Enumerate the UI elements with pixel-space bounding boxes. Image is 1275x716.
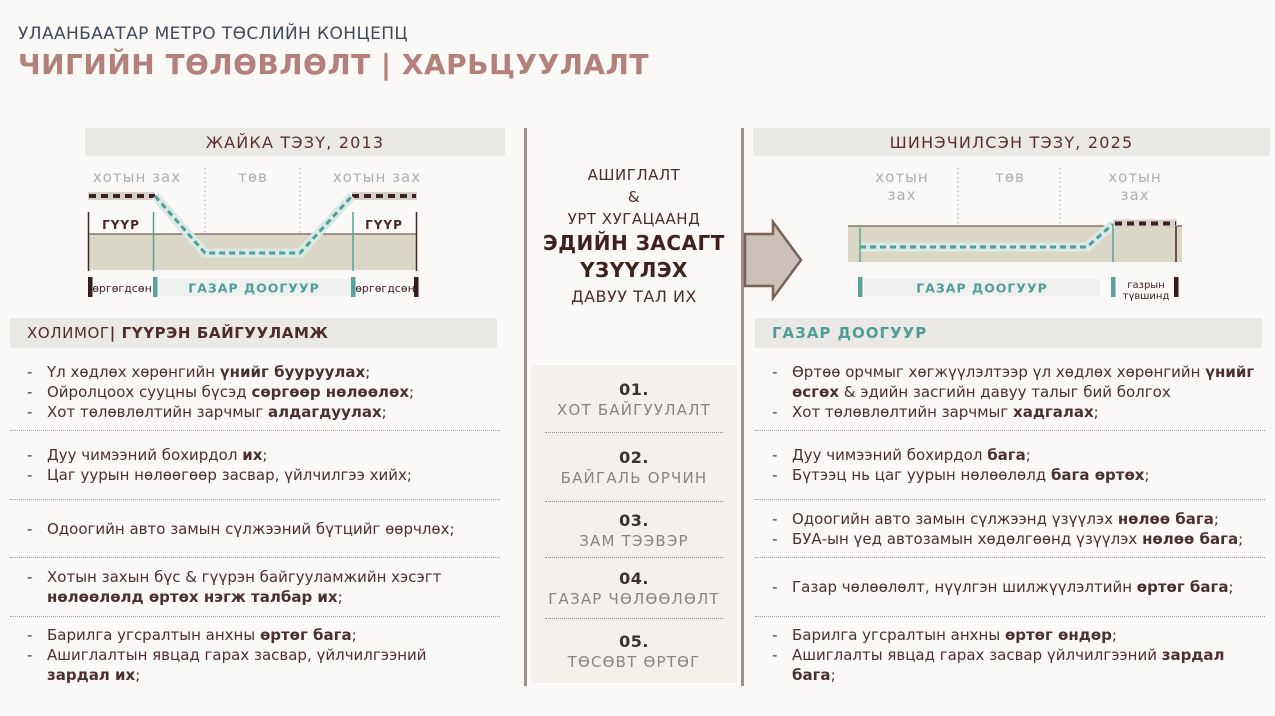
criteria-label: ХОТ БАЙГУУЛАЛТ xyxy=(557,400,711,419)
list-item xyxy=(10,362,500,382)
criteria-label: ЗАМ ТЭЭВЭР xyxy=(579,531,689,550)
bullet-dash: - xyxy=(772,362,778,381)
segment-label: газрын xyxy=(1127,280,1165,291)
criteria-number: 01. xyxy=(619,379,649,399)
list-item xyxy=(755,625,1265,645)
bullet-group xyxy=(10,500,500,558)
list-item-text: Цаг уурын нөлөөгөөр засвар, үйлчилгээ хийх; xyxy=(47,466,412,484)
list-item xyxy=(10,465,500,485)
legend-bar xyxy=(1174,277,1179,297)
list-item xyxy=(10,402,500,422)
right-cross-section-diagram xyxy=(845,158,1185,300)
list-item-text: Бүтээц нь цаг уурын нөлөөлөлд бага өртөх; xyxy=(792,466,1150,484)
list-item-text: БУА-ын үед автозамын хөдөлгөөнд үзүүлэх нөлөө бага; xyxy=(792,529,1244,548)
bridge-label: ГҮҮР xyxy=(365,218,403,232)
list-item xyxy=(755,645,1265,685)
criteria-item xyxy=(531,502,737,558)
left-panel-header: ЖАЙКА ТЭЗҮ, 2013 xyxy=(85,128,505,156)
right-bullet-list xyxy=(755,353,1265,693)
legend-bar xyxy=(1111,277,1116,297)
bullet-dash: - xyxy=(27,646,33,664)
middle-heading-line: ДАВУУ ТАЛ ИХ xyxy=(571,287,697,306)
left-section-title-normal: ХОЛИМОГ xyxy=(27,324,110,342)
legend-bar xyxy=(153,277,158,297)
middle-heading-line: & xyxy=(627,188,641,206)
zone-label: хотын зах xyxy=(332,168,422,186)
list-item xyxy=(10,567,500,607)
list-item xyxy=(10,445,500,465)
list-item xyxy=(10,382,500,402)
bullet-dash: - xyxy=(27,446,33,464)
right-arrow-icon xyxy=(745,220,803,302)
list-item xyxy=(755,402,1265,422)
bullet-group xyxy=(10,353,500,431)
segment-label: өргөгдсөн xyxy=(355,282,415,295)
bullet-group xyxy=(10,431,500,500)
bullet-dash: - xyxy=(27,466,33,484)
middle-heading xyxy=(527,164,741,310)
criteria-item xyxy=(531,558,737,619)
bullet-dash: - xyxy=(27,402,33,421)
segment-label: ГАЗАР ДООГУУР xyxy=(916,280,1048,296)
bullet-group xyxy=(10,617,500,693)
list-item xyxy=(755,529,1265,549)
list-item-text: Өртөө орчмыг хөгжүүлэлтээр үл хөдлөх хөрөнгийн үнийг өсгөх & эдийн засгийн давуу талыг бий болгох xyxy=(792,362,1255,401)
zone-label: хотын зах xyxy=(92,168,182,186)
bullet-dash: - xyxy=(27,382,33,401)
list-item xyxy=(755,445,1265,465)
criteria-item xyxy=(531,619,737,683)
segment-label: өргөгдсөн xyxy=(92,282,152,295)
list-item-text: Ойролцоох сууцны бүсэд сөргөөр нөлөөлөх; xyxy=(47,382,415,401)
left-cross-section-diagram xyxy=(85,158,420,300)
list-item-text: Барилга угсралтын анхны өртөг бага; xyxy=(47,626,357,644)
segment-label: ГАЗАР ДООГУУР xyxy=(188,280,320,296)
list-item xyxy=(755,465,1265,485)
zone-label: хотын xyxy=(875,168,929,186)
bridge-label: ГҮҮР xyxy=(102,218,140,232)
middle-column xyxy=(524,128,744,686)
criteria-item xyxy=(531,365,737,433)
criteria-number: 04. xyxy=(619,569,649,588)
bullet-dash: - xyxy=(772,446,778,464)
zone-label: төв xyxy=(238,168,268,186)
bullet-dash: - xyxy=(27,519,33,538)
bullet-dash: - xyxy=(772,402,778,421)
left-bullet-list xyxy=(10,353,500,693)
zone-label: зах xyxy=(887,186,917,204)
list-item-text: Барилга угсралтын анхны өртөг өндөр; xyxy=(792,626,1117,644)
middle-heading-line: УРТ ХУГАЦААНД xyxy=(567,210,701,228)
list-item xyxy=(755,577,1265,597)
zone-label: төв xyxy=(995,168,1025,186)
criteria-number: 03. xyxy=(619,510,649,530)
list-item-text: Үл хөдлөх хөрөнгийн үнийг бууруулах; xyxy=(47,362,371,381)
bullet-dash: - xyxy=(772,466,778,484)
list-item xyxy=(755,362,1265,402)
criteria-number: 05. xyxy=(619,631,649,651)
bullet-group xyxy=(755,353,1265,431)
right-section-header: ГАЗАР ДООГУУР xyxy=(755,318,1262,348)
middle-heading-line: ЭДИЙН ЗАСАГТ xyxy=(543,231,725,255)
list-item-text: Одоогийн авто замын сүлжээний бүтцийг өөрчлөх; xyxy=(47,519,455,538)
list-item-text: Одоогийн авто замын сүлжээнд үзүүлэх нөлөө бага; xyxy=(792,509,1219,528)
bullet-group xyxy=(10,558,500,617)
criteria-item xyxy=(531,433,737,502)
elevated-band xyxy=(88,192,155,200)
criteria-number: 02. xyxy=(619,448,649,467)
list-item-text: Хот төлөвлөлтийн зарчмыг алдагдуулах; xyxy=(47,402,387,421)
legend-bar xyxy=(858,277,863,297)
list-item-text: Дуу чимээний бохирдол их; xyxy=(47,446,268,464)
list-item-text: Ашиглалтын явцад гарах засвар, үйлчилгээний зардал их; xyxy=(47,646,427,684)
bullet-group xyxy=(755,617,1265,693)
criteria-list xyxy=(531,365,737,683)
bullet-group xyxy=(755,431,1265,500)
bullet-dash: - xyxy=(772,626,778,644)
bullet-dash: - xyxy=(772,646,778,664)
list-item xyxy=(10,625,500,645)
bullet-dash: - xyxy=(772,578,778,596)
list-item xyxy=(10,519,500,539)
middle-heading-line: АШИГЛАЛТ xyxy=(587,166,681,184)
bullet-dash: - xyxy=(772,529,778,548)
left-section-title-bold: | ГҮҮРЭН БАЙГУУЛАМЖ xyxy=(109,324,329,342)
segment-label: түвшинд xyxy=(1122,291,1170,302)
list-item-text: Хот төлөвлөлтийн зарчмыг хадгалах; xyxy=(792,402,1099,421)
bullet-dash: - xyxy=(27,362,33,381)
zone-label: хотын xyxy=(1108,168,1162,186)
left-section-header xyxy=(10,318,497,348)
criteria-label: БАЙГАЛЬ ОРЧИН xyxy=(560,469,708,487)
list-item-text: Дуу чимээний бохирдол бага; xyxy=(792,446,1031,464)
criteria-label: ГАЗАР ЧӨЛӨӨЛӨЛТ xyxy=(548,590,720,608)
bullet-group xyxy=(755,500,1265,558)
slide-kicker: УЛААНБААТАР МЕТРО ТӨСЛИЙН КОНЦЕПЦ xyxy=(18,24,408,44)
bullet-group xyxy=(755,558,1265,617)
list-item-text: Хотын захын бүс & гүүрэн байгууламжийн хэсэгт нөлөөлөлд өртөх нэгж талбар их; xyxy=(47,568,442,606)
elevated-band xyxy=(352,192,417,200)
page-title: ЧИГИЙН ТӨЛӨВЛӨЛТ | ХАРЬЦУУЛАЛТ xyxy=(18,48,649,81)
zone-label: зах xyxy=(1120,186,1150,204)
list-item-text: Ашиглалты явцад гарах засвар үйлчилгээний зардал бага; xyxy=(792,646,1225,684)
list-item xyxy=(10,645,500,685)
list-item xyxy=(755,509,1265,529)
bullet-dash: - xyxy=(27,568,33,586)
right-panel-header: ШИНЭЧИЛСЭН ТЭЗҮ, 2025 xyxy=(753,128,1270,156)
bullet-dash: - xyxy=(772,509,778,528)
middle-heading-line: ҮЗҮҮЛЭХ xyxy=(580,258,688,282)
list-item-text: Газар чөлөөлөлт, нүүлгэн шилжүүлэлтийн өртөг бага; xyxy=(792,578,1234,596)
criteria-label: ТӨСӨВТ ӨРТӨГ xyxy=(567,652,701,671)
bullet-dash: - xyxy=(27,626,33,644)
